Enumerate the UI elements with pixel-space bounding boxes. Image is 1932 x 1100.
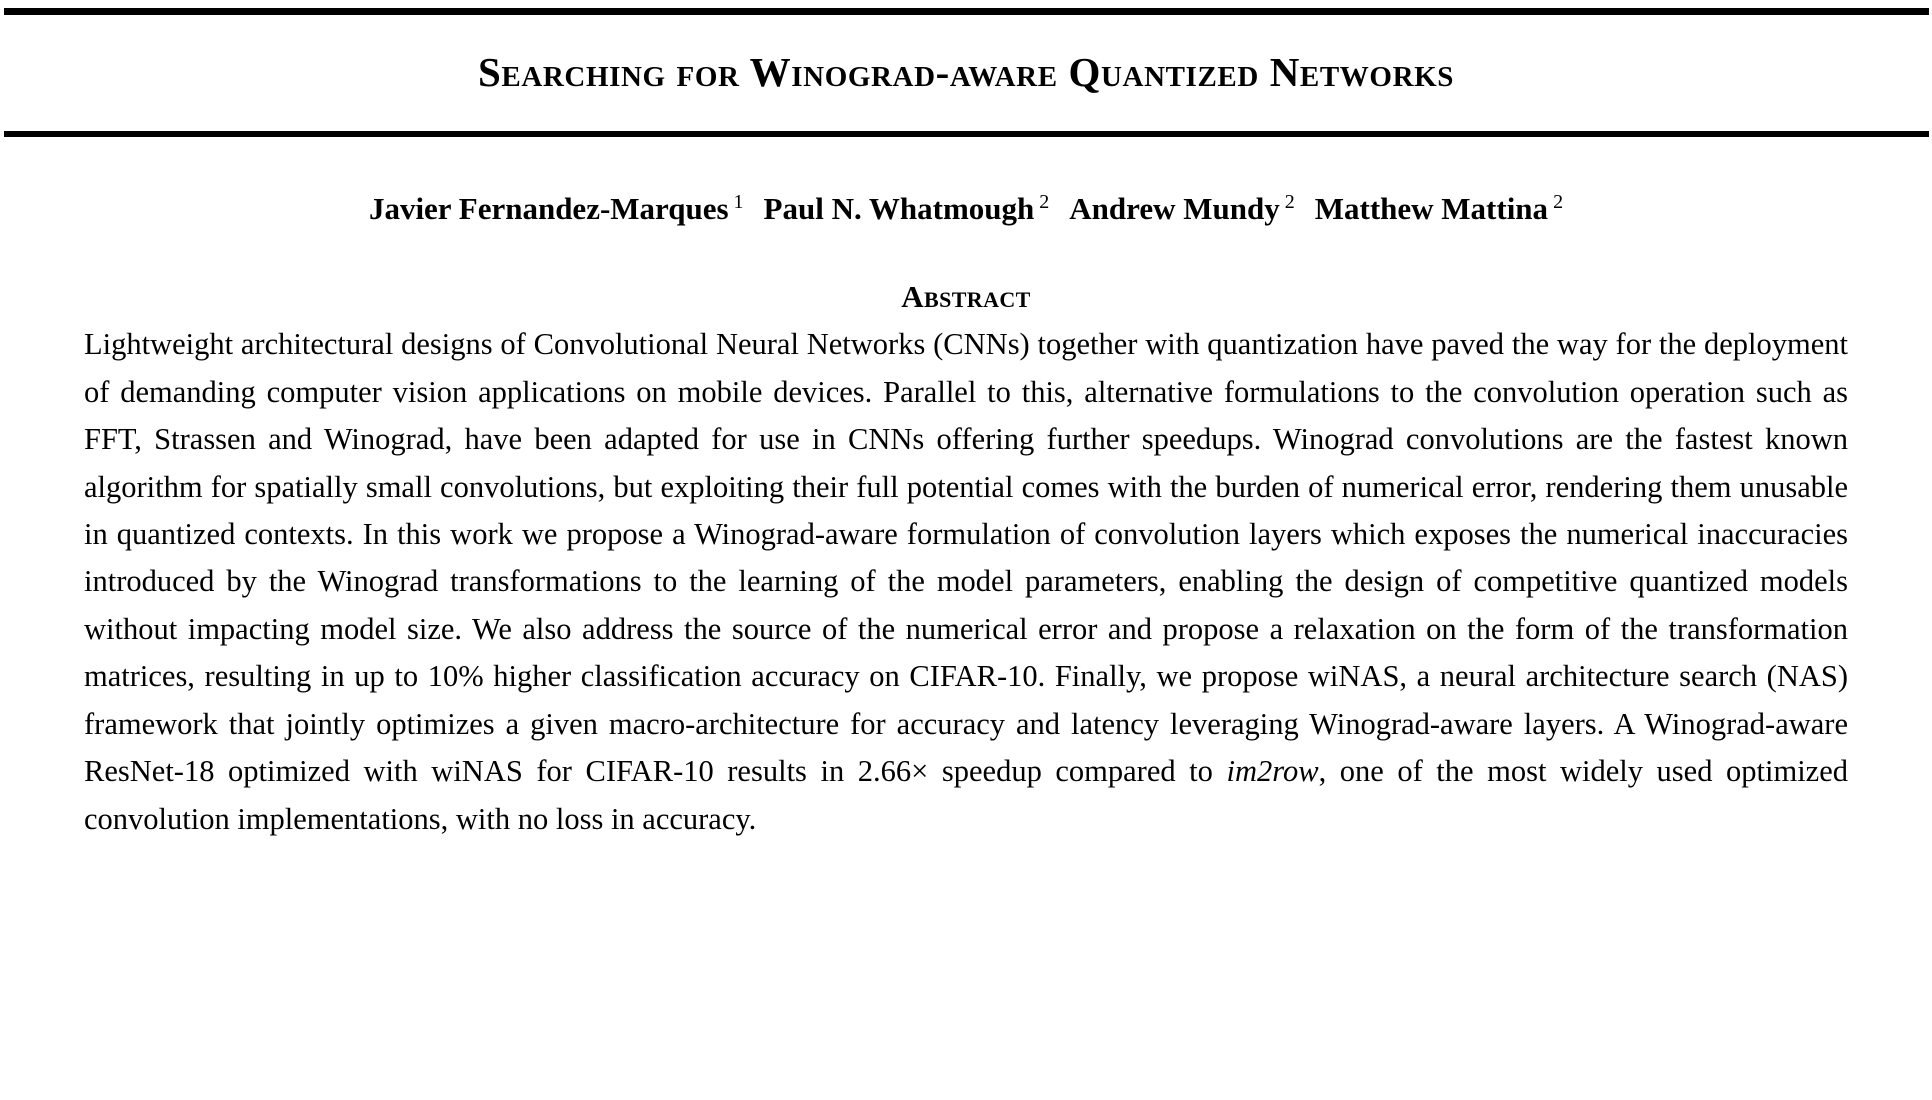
author-affiliation-mark: 2: [1284, 190, 1295, 213]
top-horizontal-rule: [4, 8, 1929, 15]
author-name: Andrew Mundy: [1069, 191, 1280, 227]
paper-title-page: [0, 8, 1932, 1100]
author-entry: [369, 191, 744, 226]
author-affiliation-mark: 2: [1553, 190, 1564, 213]
abstract-run: Lightweight architectural designs of Convolutional Neural Networks (CNNs) together with quantization have paved the way for the deployment of demanding computer vision applications on mobile devices. Parallel to this, alternative formulations to the convolution operation such as FFT, Strassen and Winograd, have been adapted for use in CNNs offering further speedups. Winograd convolutions are the fastest known algorithm for spatially small convolutions, but exploiting their full potential comes with the burden of numerical error, rendering them unusable in quantized contexts. In this work we propose a Winograd-aware formulation of convolution layers which exposes the numerical inaccuracies introduced by the Winograd transformations to the learning of the model parameters, enabling the design of competitive quantized models without impacting model size. We also address the source of the numerical error and propose a relaxation on the form of the transformation matrices, resulting in up to 10% higher classification accuracy on CIFAR-10. Finally, we propose wiNAS, a neural architecture search (NAS) framework that jointly optimizes a given macro-architecture for accuracy and latency leveraging Winograd-aware layers. A Winograd-aware ResNet-18 optimized with wiNAS for CIFAR-10 results in 2.66× speedup compared to: [84, 327, 1848, 789]
abstract-text: [84, 321, 1848, 842]
author-list: [0, 189, 1932, 229]
bottom-horizontal-rule: [4, 131, 1929, 137]
author-entry: [1069, 191, 1294, 226]
author-entry: [1315, 191, 1563, 226]
author-entry: [764, 191, 1050, 226]
abstract-emphasis: im2row: [1226, 754, 1319, 789]
abstract-block: [0, 279, 1932, 842]
author-name: Paul N. Whatmough: [763, 191, 1035, 227]
author-affiliation-mark: 1: [733, 190, 744, 213]
abstract-run: , one of the most widely used optimized convolution implementations, with no loss in accuracy.: [84, 754, 1848, 836]
author-name: Javier Fernandez-Marques: [368, 191, 729, 227]
page-title: Searching for Winograd-aware Quantized Networks: [477, 49, 1454, 95]
abstract-heading: Abstract: [901, 279, 1031, 315]
title-block: [0, 49, 1932, 96]
author-name: Matthew Mattina: [1314, 191, 1549, 227]
author-affiliation-mark: 2: [1039, 190, 1050, 213]
